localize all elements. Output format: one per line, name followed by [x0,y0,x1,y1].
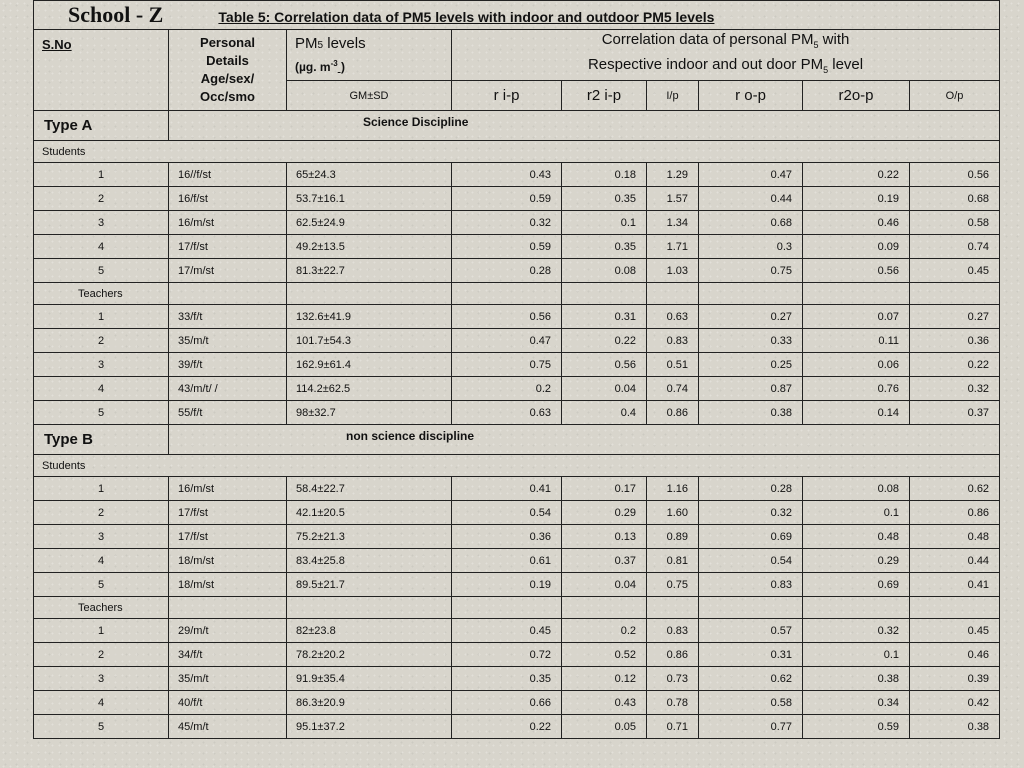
table-row [34,715,1000,739]
table-row [34,353,1000,377]
ip-cell: 1.60 [647,501,699,525]
type_a-header-row [34,111,1000,141]
ip-cell: 0.81 [647,549,699,573]
r2ip-cell: 0.22 [562,329,647,353]
op-cell: 0.68 [910,187,1000,211]
rip-cell: 0.36 [452,525,562,549]
pm-label: PM [295,34,318,52]
gm-cell: 98±32.7 [287,401,452,425]
r2op-cell: 0.48 [803,525,910,549]
details-cell: 17/f/st [169,501,287,525]
rop-cell: 0.83 [699,573,803,597]
op-cell: 0.39 [910,667,1000,691]
op-cell: 0.37 [910,401,1000,425]
ip-cell: 1.34 [647,211,699,235]
details-line-2: Details [206,53,249,68]
op-cell: 0.58 [910,211,1000,235]
details-cell: 39/f/t [169,353,287,377]
ip-cell: 0.63 [647,305,699,329]
rop-cell: 0.32 [699,501,803,525]
ip-cell: 0.71 [647,715,699,739]
gm-cell: 162.9±61.4 [287,353,452,377]
r2op-cell: 0.08 [803,477,910,501]
op-cell: 0.32 [910,377,1000,401]
empty-cell [699,597,803,619]
rop-cell: 0.68 [699,211,803,235]
corr-line2-a: Respective indoor and out door PM [587,56,824,73]
rip-cell: 0.54 [452,501,562,525]
gm-cell: 82±23.8 [287,619,452,643]
r2op-cell: 0.38 [803,667,910,691]
rop-cell: 0.38 [699,401,803,425]
rip-cell: 0.59 [452,187,562,211]
r2ip-cell: 0.56 [562,353,647,377]
r2op-cell: 0.69 [803,573,910,597]
rip-cell: 0.59 [452,235,562,259]
details-cell: 16/f/st [169,187,287,211]
details-line-4: Occ/smo [200,89,255,104]
rip-cell: 0.56 [452,305,562,329]
sno-cell: 5 [34,573,169,597]
rip-cell: 0.2 [452,377,562,401]
gm-cell: 101.7±54.3 [287,329,452,353]
empty-cell [699,283,803,305]
table-row [34,573,1000,597]
sno-cell: 1 [34,477,169,501]
r2op-cell: 0.76 [803,377,910,401]
gm-cell: 42.1±20.5 [287,501,452,525]
sno-cell: 5 [34,259,169,283]
pm-levels-header [287,30,452,81]
type_b-header-row [34,425,1000,455]
pm-sub: 5 [317,39,324,51]
sno-cell: 3 [34,525,169,549]
rip-cell: 0.41 [452,477,562,501]
r2ip-cell: 0.2 [562,619,647,643]
sno-header-label: S.No [42,37,72,52]
details-cell: 45/m/t [169,715,287,739]
table-row [34,501,1000,525]
op-cell: 0.62 [910,477,1000,501]
r2op-cell: 0.34 [803,691,910,715]
gm-cell: 132.6±41.9 [287,305,452,329]
rip-cell: 0.63 [452,401,562,425]
rop-cell: 0.62 [699,667,803,691]
gm-cell: 95.1±37.2 [287,715,452,739]
sno-cell: 2 [34,187,169,211]
op-cell: 0.38 [910,715,1000,739]
rip-cell: 0.72 [452,643,562,667]
r2op-cell: 0.56 [803,259,910,283]
corr-line2-sub: 5 [823,65,829,75]
ip-cell: 0.86 [647,401,699,425]
ip-cell: 1.16 [647,477,699,501]
op-cell: 0.36 [910,329,1000,353]
op-cell: 0.56 [910,163,1000,187]
ip-cell: 0.86 [647,643,699,667]
details-cell: 17/m/st [169,259,287,283]
unit-sup: -3 [330,58,338,68]
op-cell: 0.44 [910,549,1000,573]
gm-cell: 83.4±25.8 [287,549,452,573]
r2ip-cell: 0.4 [562,401,647,425]
ip-cell: 1.29 [647,163,699,187]
table-row [34,305,1000,329]
type_a-teachers-label: Teachers [34,283,169,305]
type_a-label: Type A [34,111,169,141]
rop-header: r o-p [699,81,803,111]
details-cell: 18/m/st [169,549,287,573]
rip-cell: 0.45 [452,619,562,643]
details-cell: 29/m/t [169,619,287,643]
type_a-students-label: Students [34,141,1000,163]
sno-cell: 3 [34,667,169,691]
rip-cell: 0.61 [452,549,562,573]
r2ip-cell: 0.04 [562,377,647,401]
ip-cell: 0.73 [647,667,699,691]
rop-cell: 0.3 [699,235,803,259]
type_b-label: Type B [34,425,169,455]
empty-cell [647,283,699,305]
r2op-cell: 0.06 [803,353,910,377]
details-cell: 33/f/t [169,305,287,329]
table-row [34,259,1000,283]
details-cell: 17/f/st [169,525,287,549]
r2ip-cell: 0.13 [562,525,647,549]
r2ip-cell: 0.52 [562,643,647,667]
rop-cell: 0.47 [699,163,803,187]
gm-cell: 65±24.3 [287,163,452,187]
pm-levels-label: levels [323,34,366,52]
gm-cell: 58.4±22.7 [287,477,452,501]
op-cell: 0.45 [910,619,1000,643]
table-row [34,619,1000,643]
r2ip-cell: 0.37 [562,549,647,573]
r2ip-cell: 0.17 [562,477,647,501]
details-cell: 16/m/st [169,211,287,235]
type_b-teachers-group-row [34,597,1000,619]
r2op-cell: 0.29 [803,549,910,573]
table-row [34,643,1000,667]
type_a-discipline [169,111,1000,141]
empty-cell [803,283,910,305]
rip-cell: 0.43 [452,163,562,187]
sno-cell: 2 [34,501,169,525]
type_a-discipline-label: Science Discipline [363,114,469,129]
gm-cell: 62.5±24.9 [287,211,452,235]
rip-cell: 0.66 [452,691,562,715]
table-row [34,667,1000,691]
rip-cell: 0.75 [452,353,562,377]
rop-cell: 0.58 [699,691,803,715]
op-cell: 0.42 [910,691,1000,715]
type_b-discipline [169,425,1000,455]
sno-cell: 4 [34,691,169,715]
sno-cell: 2 [34,643,169,667]
table-row [34,691,1000,715]
details-cell: 55/f/t [169,401,287,425]
r2ip-cell: 0.29 [562,501,647,525]
correlation-table [33,0,1000,739]
gm-cell: 81.3±22.7 [287,259,452,283]
type_b-students-group-row [34,455,1000,477]
r2ip-cell: 0.35 [562,187,647,211]
sno-cell: 5 [34,715,169,739]
rop-cell: 0.27 [699,305,803,329]
table-row [34,477,1000,501]
r2ip-cell: 0.35 [562,235,647,259]
table-row [34,329,1000,353]
sno-cell: 3 [34,211,169,235]
corr-line1-b: with [818,31,850,48]
details-cell: 35/m/t [169,667,287,691]
r2op-cell: 0.1 [803,643,910,667]
empty-cell [562,597,647,619]
op-cell: 0.74 [910,235,1000,259]
r2op-cell: 0.32 [803,619,910,643]
gm-cell: 53.7±16.1 [287,187,452,211]
sno-cell: 4 [34,235,169,259]
table-row [34,401,1000,425]
table-row [34,235,1000,259]
type_a-teachers-group-row [34,283,1000,305]
rop-cell: 0.77 [699,715,803,739]
table-row [34,211,1000,235]
sno-cell: 2 [34,329,169,353]
op-cell: 0.45 [910,259,1000,283]
type_b-teachers-label: Teachers [34,597,169,619]
details-cell: 43/m/t/ / [169,377,287,401]
gm-cell: 49.2±13.5 [287,235,452,259]
details-header [169,30,287,111]
ip-cell: 0.89 [647,525,699,549]
table-row [34,163,1000,187]
details-line-3: Age/sex/ [200,71,255,86]
table-row [34,377,1000,401]
empty-cell [910,283,1000,305]
r2ip-cell: 0.12 [562,667,647,691]
rop-cell: 0.31 [699,643,803,667]
sno-header [34,30,169,111]
rop-cell: 0.33 [699,329,803,353]
ip-cell: 0.83 [647,329,699,353]
r2op-cell: 0.59 [803,715,910,739]
rop-cell: 0.44 [699,187,803,211]
unit-a: (µg. m [295,59,331,74]
gmsd-header: GM±SD [287,81,452,111]
ip-cell: 1.71 [647,235,699,259]
details-cell: 35/m/t [169,329,287,353]
r2op-cell: 0.09 [803,235,910,259]
details-line-1: Personal [200,35,255,50]
sno-cell: 3 [34,353,169,377]
ip-cell: 1.03 [647,259,699,283]
rip-cell: 0.19 [452,573,562,597]
empty-cell [910,597,1000,619]
rop-cell: 0.69 [699,525,803,549]
r2op-cell: 0.11 [803,329,910,353]
empty-cell [287,283,452,305]
empty-cell [169,283,287,305]
r2ip-cell: 0.31 [562,305,647,329]
sno-cell: 4 [34,549,169,573]
corr-line1-sub: 5 [813,40,819,50]
op-cell: 0.22 [910,353,1000,377]
sno-cell: 1 [34,305,169,329]
r2ip-cell: 0.08 [562,259,647,283]
rop-cell: 0.57 [699,619,803,643]
details-cell: 40/f/t [169,691,287,715]
r2op-header: r2o-p [803,81,910,111]
rop-cell: 0.75 [699,259,803,283]
op-cell: 0.48 [910,525,1000,549]
school-name: School - Z [68,2,164,27]
details-cell: 18/m/st [169,573,287,597]
ip-cell: 1.57 [647,187,699,211]
rip-cell: 0.28 [452,259,562,283]
rip-cell: 0.35 [452,667,562,691]
table-title: Table 5: Correlation data of PM5 levels with indoor and outdoor PM5 levels [218,9,715,25]
r2op-cell: 0.19 [803,187,910,211]
ip-header: I/p [647,81,699,111]
ip-cell: 0.83 [647,619,699,643]
r2op-cell: 0.46 [803,211,910,235]
gm-cell: 89.5±21.7 [287,573,452,597]
rip-cell: 0.47 [452,329,562,353]
r2ip-cell: 0.43 [562,691,647,715]
rop-cell: 0.54 [699,549,803,573]
r2ip-header: r2 i-p [562,81,647,111]
op-cell: 0.27 [910,305,1000,329]
empty-cell [647,597,699,619]
op-cell: 0.41 [910,573,1000,597]
r2ip-cell: 0.18 [562,163,647,187]
details-cell: 34/f/t [169,643,287,667]
sno-cell: 1 [34,619,169,643]
sno-cell: 4 [34,377,169,401]
r2op-cell: 0.07 [803,305,910,329]
ip-cell: 0.78 [647,691,699,715]
r2ip-cell: 0.04 [562,573,647,597]
empty-cell [452,283,562,305]
details-cell: 16/m/st [169,477,287,501]
gm-cell: 114.2±62.5 [287,377,452,401]
details-cell: 16//f/st [169,163,287,187]
rop-cell: 0.28 [699,477,803,501]
type_a-students-group-row [34,141,1000,163]
empty-cell [452,597,562,619]
rip-cell: 0.22 [452,715,562,739]
sno-cell: 1 [34,163,169,187]
r2ip-cell: 0.05 [562,715,647,739]
ip-cell: 0.74 [647,377,699,401]
rip-cell: 0.32 [452,211,562,235]
rip-header: r i-p [452,81,562,111]
rop-cell: 0.87 [699,377,803,401]
ip-cell: 0.75 [647,573,699,597]
gm-cell: 91.9±35.4 [287,667,452,691]
unit-b: ) [337,59,346,74]
gm-cell: 78.2±20.2 [287,643,452,667]
ip-cell: 0.51 [647,353,699,377]
corr-line1-a: Correlation data of personal PM [601,31,814,48]
r2op-cell: 0.14 [803,401,910,425]
title-row [34,1,1000,30]
op-cell: 0.86 [910,501,1000,525]
sno-cell: 5 [34,401,169,425]
rop-cell: 0.25 [699,353,803,377]
details-cell: 17/f/st [169,235,287,259]
type_b-discipline-label: non science discipline [346,428,475,443]
op-cell: 0.46 [910,643,1000,667]
type_b-students-label: Students [34,455,1000,477]
empty-cell [169,597,287,619]
table-row [34,187,1000,211]
r2op-cell: 0.1 [803,501,910,525]
op-header: O/p [910,81,1000,111]
table-row [34,525,1000,549]
empty-cell [803,597,910,619]
gm-cell: 75.2±21.3 [287,525,452,549]
table-row [34,549,1000,573]
empty-cell [562,283,647,305]
r2op-cell: 0.22 [803,163,910,187]
corr-line2-b: level [828,56,864,73]
r2ip-cell: 0.1 [562,211,647,235]
correlation-header [452,30,1000,81]
empty-cell [287,597,452,619]
gm-cell: 86.3±20.9 [287,691,452,715]
